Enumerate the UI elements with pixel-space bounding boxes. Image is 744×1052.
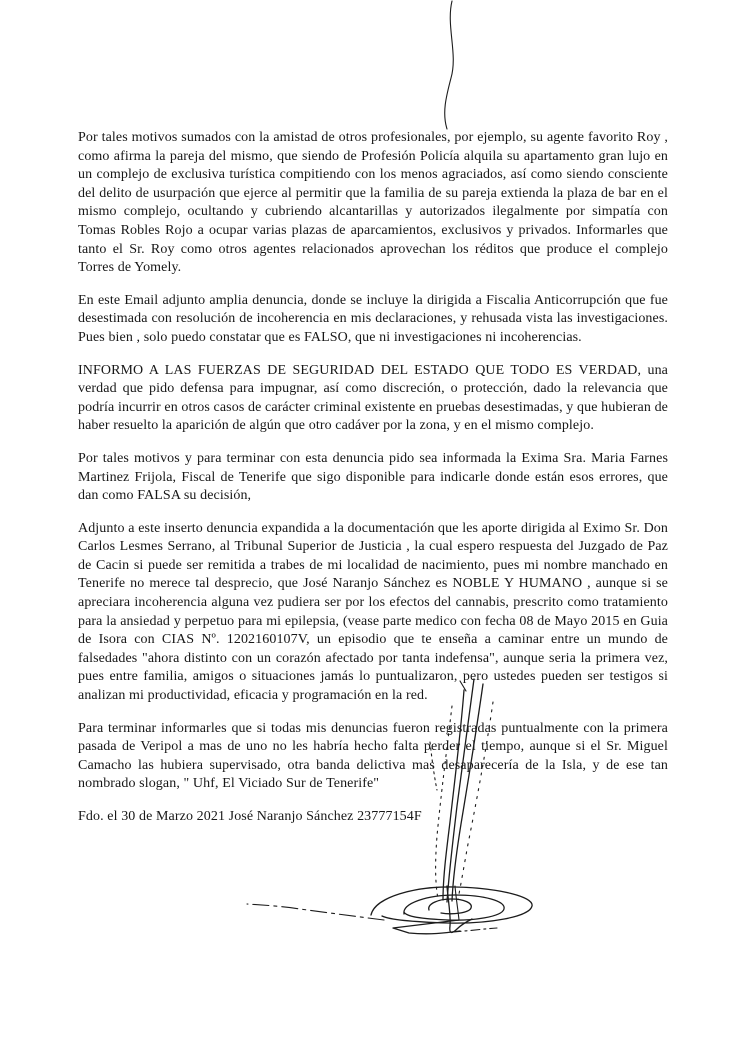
letter-body: [78, 129, 668, 841]
paragraph-2: En este Email adjunto amplia denuncia, donde se incluye la dirigida a Fiscalia Anticorrupción que fue desestimada con resolución de incoherencia en mis declaraciones, y rehusada vista las investigaciones. Pues bien , solo puedo constatar que es FALSO, que ni investigaciones ni incoherencias.: [78, 292, 668, 345]
signature-spiral-inner: [429, 899, 472, 914]
signature-center-line: [455, 886, 459, 920]
signature-left-tail: [247, 904, 384, 920]
paragraph-6: Para terminar informarles que si todas mis denuncias fueron registradas puntualmente con la primera pasada de Veripol a mas de uno no les habría hecho falta perder el tiempo, aunque si el Sr. Miguel Camacho las hubiera supervisado, otra banda delictiva mas desaparecería de la Isla, y de ese tan nombrado slogan, " Uhf, El Viciado Sur de Tenerife": [78, 720, 668, 792]
signature-bottom-tail: [452, 928, 497, 932]
signature-spiral-outer: [371, 887, 532, 923]
paragraph-4: Por tales motivos y para terminar con esta denuncia pido sea informada la Exima Sra. Maria Farnes Martinez Frijola, Fiscal de Tenerife que sigo disponible para indicarle donde están esos errores, que dan como FALSA su decisión,: [78, 450, 668, 504]
paragraph-3: INFORMO A LAS FUERZAS DE SEGURIDAD DEL ESTADO QUE TODO ES VERDAD, una verdad que pido defensa para impugnar, así como discreción, o protección, dado la relevancia que podría incurrir en otros casos de carácter criminal existente en pruebas desestimadas, y que hubieran de haber resuelto la aparición de algún que otro cadáver por la zona, y en el mismo complejo.: [78, 362, 668, 434]
signature-text: Fdo. el 30 de Marzo 2021 José Naranjo Sánchez 23777154F: [78, 809, 422, 824]
signature-spiral-middle: [404, 895, 504, 920]
signature-center-descender: [447, 886, 472, 932]
signature-top-stroke: [445, 1, 454, 129]
signature-bottom-flourish: [393, 920, 460, 934]
paragraph-1: Por tales motivos sumados con la amistad de otros profesionales, por ejemplo, su agente favorito Roy , como afirma la pareja del mismo, que siendo de Profesión Policía alquila su apartamento gran lujo en un complejo de exclusiva turística compitiendo con los menos agraciados, así como siendo consciente del delito de usurpación que ejerce al permitir que la familia de su pareja extienda la plaza de bar en el mismo complejo, ocultando y cubriendo alcantarillas y autorizados ilegalmente por simpatía con Tomas Robles Rojo a ocupar varias plazas de aparcamientos, exclusivos y privados. Informarles que tanto el Sr. Roy como otros agentes relacionados aprovechan los réditos que produce el complejo Torres de Yomely.: [78, 130, 668, 276]
paragraph-5: Adjunto a este inserto denuncia expandida a la documentación que les aporte dirigida al Eximo Sr. Don Carlos Lesmes Serrano, al Tribunal Superior de Justicia , la cual espero respuesta del Juzgado de Paz de Cacin si puede ser remitida a trabes de mi localidad de nacimiento, pues mi nombre manchado en Tenerife no merece tal desprecio, que José Naranjo Sánchez es NOBLE Y HUMANO , aunque si se apreciara incoherencia alguna vez pudiera ser por los efectos del cannabis, prescrito como tratamiento para la ansiedad y perpetuo para mi epilepsia, (vease parte medico con fecha 08 de Mayo 2015 en Guia de Isora con CIAS Nº. 1202160107V, un episodio que te enseña a caminar entre un mundo de falsedades "ahora distinto con un corazón afectado por tanta indefensa", aunque seria la primera vez, pues entre familia, amigos o situaciones jamás lo puntualizaron, pero ustedes pueden ser testigos si analizan mi productividad, eficacia y programación en la red.: [78, 520, 668, 704]
